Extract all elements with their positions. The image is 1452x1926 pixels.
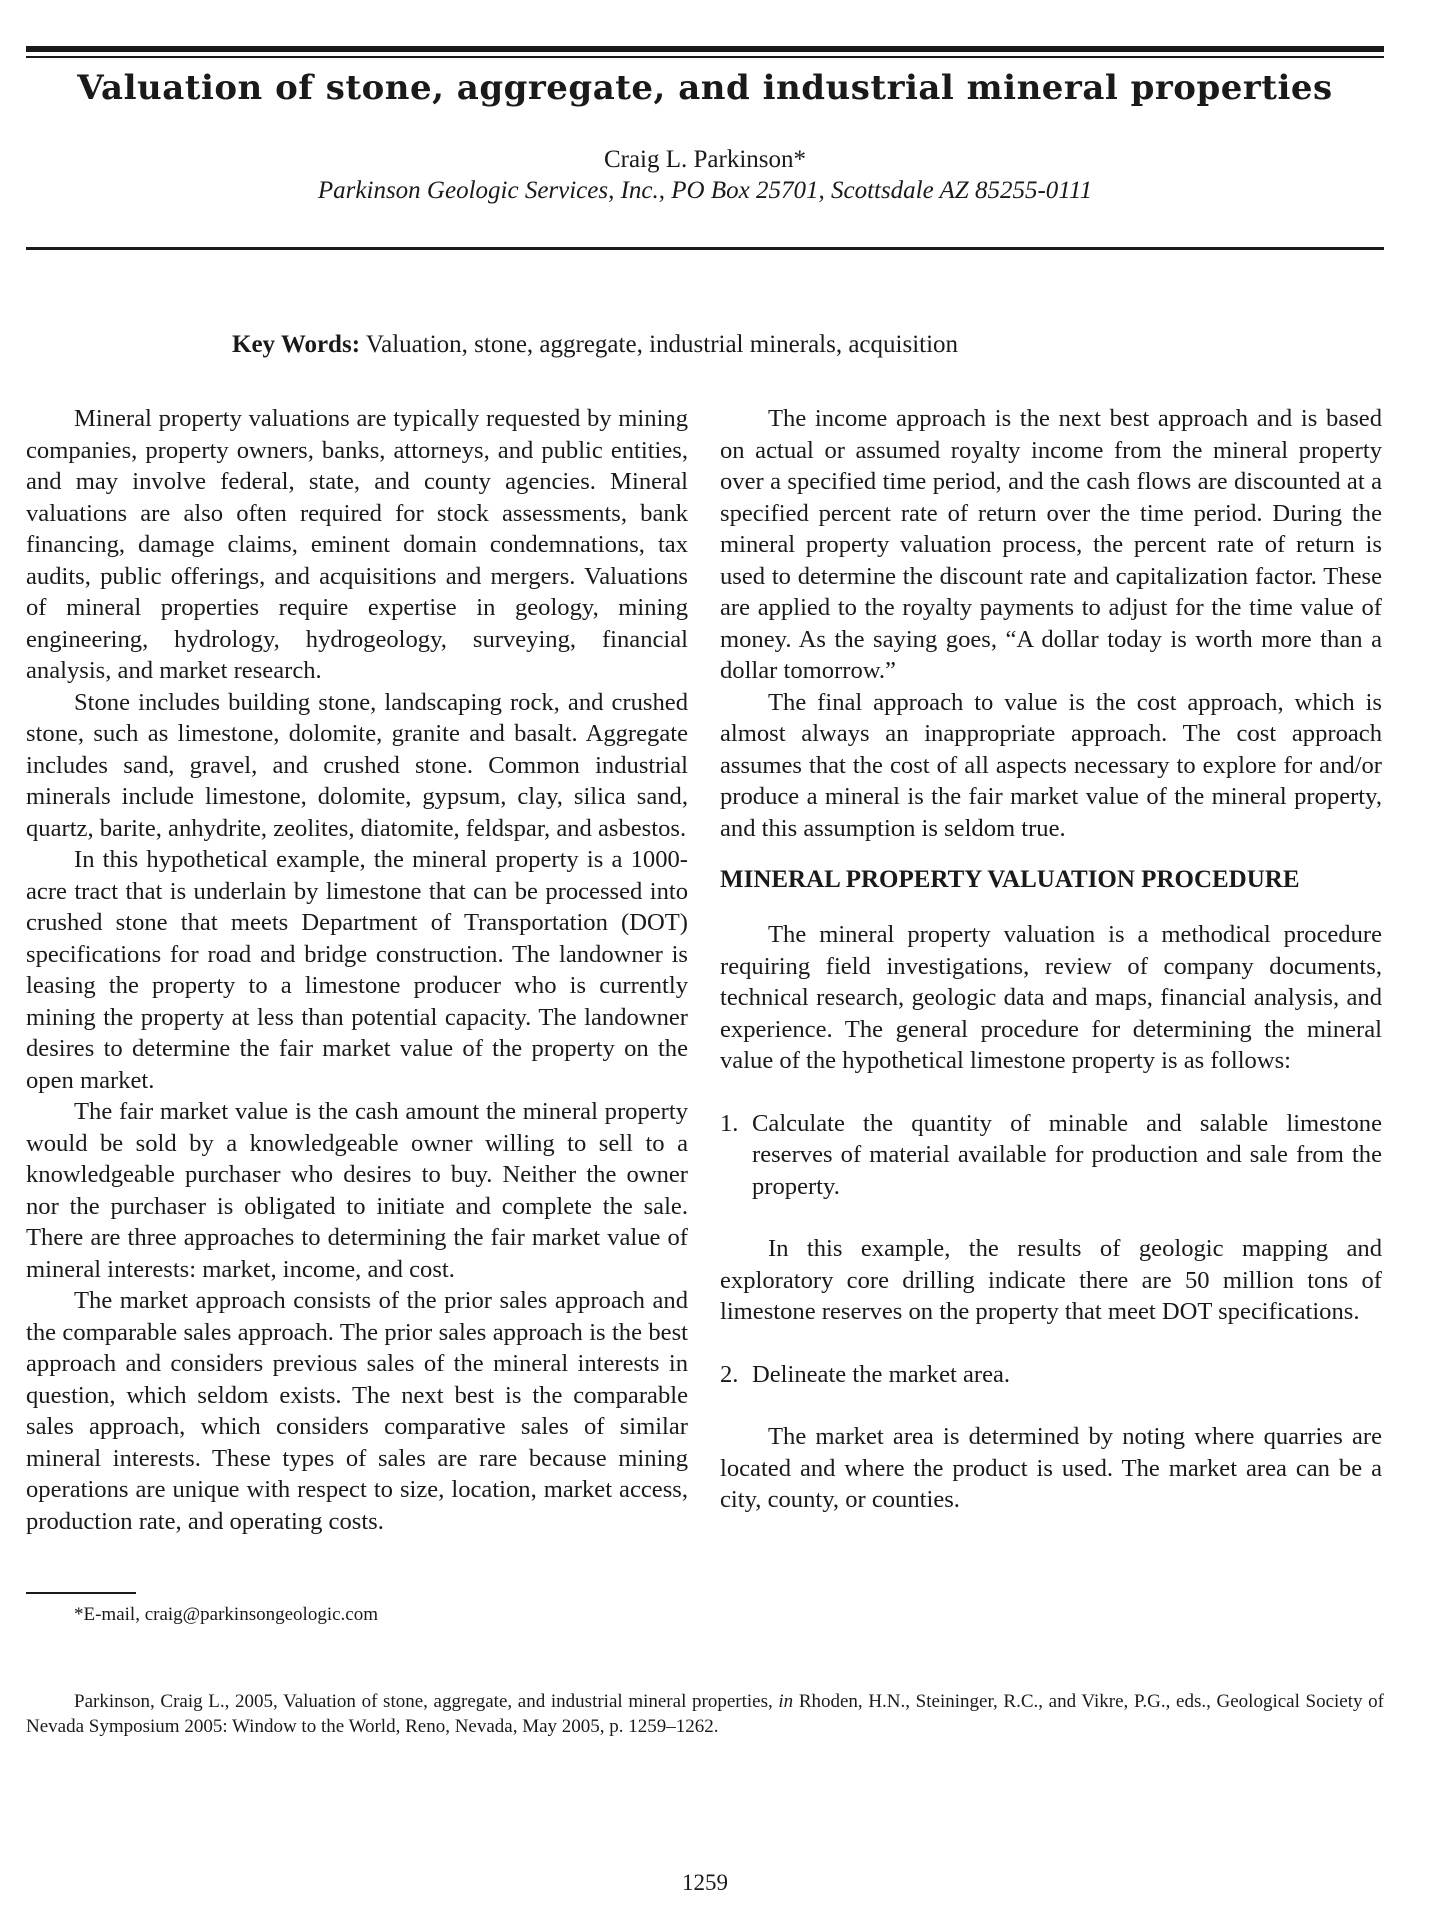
footnote-email: *E-mail, craig@parkinsongeologic.com bbox=[74, 1604, 378, 1625]
section-heading: MINERAL PROPERTY VALUATION PROCEDURE bbox=[720, 866, 1300, 893]
keywords-text: Valuation, stone, aggregate, industrial minerals, acquisition bbox=[365, 331, 959, 358]
step-text: Delineate the market area. bbox=[752, 1360, 1011, 1388]
header-rule-bottom bbox=[26, 247, 1384, 250]
keywords-label: Key Words: bbox=[232, 331, 361, 358]
citation-part: Parkinson, Craig L., 2005, Valuation of stone, aggregate, and industrial mineral properties, bbox=[74, 1691, 779, 1712]
keywords bbox=[232, 331, 958, 359]
header-rule-thick bbox=[26, 46, 1384, 52]
right-column bbox=[720, 403, 1382, 1516]
body-paragraph: The market approach consists of the prior sales approach and the comparable sales approach. The prior sales approach is the best approach and considers previous sales of the mineral interests in question, which seldom exists. The next best is the comparable sales approach, which considers comparative sales of similar mineral interests. These types of sales are rare because mining operations are unique with respect to size, location, market access, production rate, and operating costs. bbox=[26, 1287, 688, 1535]
body-paragraph: Mineral property valuations are typically requested by mining companies, property owners, banks, attorneys, and public entities, and may involve federal, state, and county agencies. Mineral valuations are also often required for stock assessments, bank financing, damage claims, eminent domain condemnations, tax audits, public offerings, and acquisitions and mergers. Valuations of mineral properties require expertise in geology, mining engineering, hydrology, hydrogeology, surveying, financial analysis, and market research. bbox=[26, 405, 688, 684]
procedure-step-2 bbox=[720, 1359, 1382, 1391]
left-column bbox=[26, 403, 688, 1537]
footnote-rule bbox=[26, 1592, 136, 1594]
body-paragraph: The income approach is the next best approach and is based on actual or assumed royalty income from the mineral property over a specified time period, and the cash flows are discounted at a specified percent rate of return over the time period. During the mineral property valuation process, the percent rate of return is used to determine the discount rate and capitalization factor. These are applied to the royalty payments to adjust for the time value of money. As the saying goes, “A dollar today is worth more than a dollar tomorrow.” bbox=[720, 405, 1382, 684]
page-number: 1259 bbox=[682, 1870, 728, 1895]
author-affiliation: Parkinson Geologic Services, Inc., PO Box 25701, Scottsdale AZ 85255-0111 bbox=[317, 177, 1093, 204]
step-text: Calculate the quantity of minable and salable limestone reserves of material available for production and sale from the property. bbox=[752, 1109, 1382, 1200]
body-paragraph: In this hypothetical example, the mineral property is a 1000-acre tract that is underlain by limestone that can be processed into crushed stone that meets Department of Transportation (DOT) specifications for road and bridge construction. The landowner is leasing the property to a limestone producer who is currently mining the property at less than potential capacity. The landowner desires to determine the fair market value of the property on the open market. bbox=[26, 846, 688, 1094]
citation-part: Rhoden, H.N., Steininger, R.C., and Vikre, P.G., eds., Geological Society of Nevada Symposium 2005: Window to the World, Reno, Nevada, May 2005, p. 1259–1262. bbox=[26, 1691, 1384, 1737]
body-paragraph: The final approach to value is the cost approach, which is almost always an inappropriate approach. The cost approach assumes that the cost of all aspects necessary to explore for and/or produce a mineral is the fair market value of the mineral property, and this assumption is seldom true. bbox=[720, 688, 1382, 842]
step-number: 2. bbox=[720, 1360, 739, 1388]
body-paragraph: In this example, the results of geologic mapping and exploratory core drilling indicate there are 50 million tons of limestone reserves on the property that meet DOT specifications. bbox=[720, 1235, 1382, 1325]
body-paragraph: The fair market value is the cash amount the mineral property would be sold by a knowledgeable owner willing to sell to a knowledgeable purchaser who desires to buy. Neither the owner nor the purchaser is obligated to initiate and complete the sale. There are three approaches to determining the fair market value of mineral interests: market, income, and cost. bbox=[26, 1098, 688, 1283]
step-number: 1. bbox=[720, 1109, 739, 1137]
author-name: Craig L. Parkinson* bbox=[603, 146, 807, 173]
body-paragraph: The market area is determined by noting where quarries are located and where the product is used. The market area can be a city, county, or counties. bbox=[720, 1423, 1382, 1513]
procedure-step-1 bbox=[720, 1108, 1382, 1203]
citation-in: in bbox=[778, 1691, 794, 1712]
citation bbox=[26, 1689, 1384, 1739]
header-rule-thin bbox=[26, 56, 1384, 58]
body-paragraph: The mineral property valuation is a methodical procedure requiring field investigations, review of company documents, technical research, geologic data and maps, financial analysis, and experience. The general procedure for determining the mineral value of the hypothetical limestone property is as follows: bbox=[720, 921, 1382, 1074]
body-paragraph: Stone includes building stone, landscaping rock, and crushed stone, such as limestone, dolomite, granite and basalt. Aggregate includes sand, gravel, and crushed stone. Common industrial minerals include limestone, dolomite, gypsum, clay, silica sand, quartz, barite, anhydrite, zeolites, diatomite, feldspar, and asbestos. bbox=[26, 688, 688, 842]
paper-title: Valuation of stone, aggregate, and industrial mineral properties bbox=[77, 68, 1333, 108]
